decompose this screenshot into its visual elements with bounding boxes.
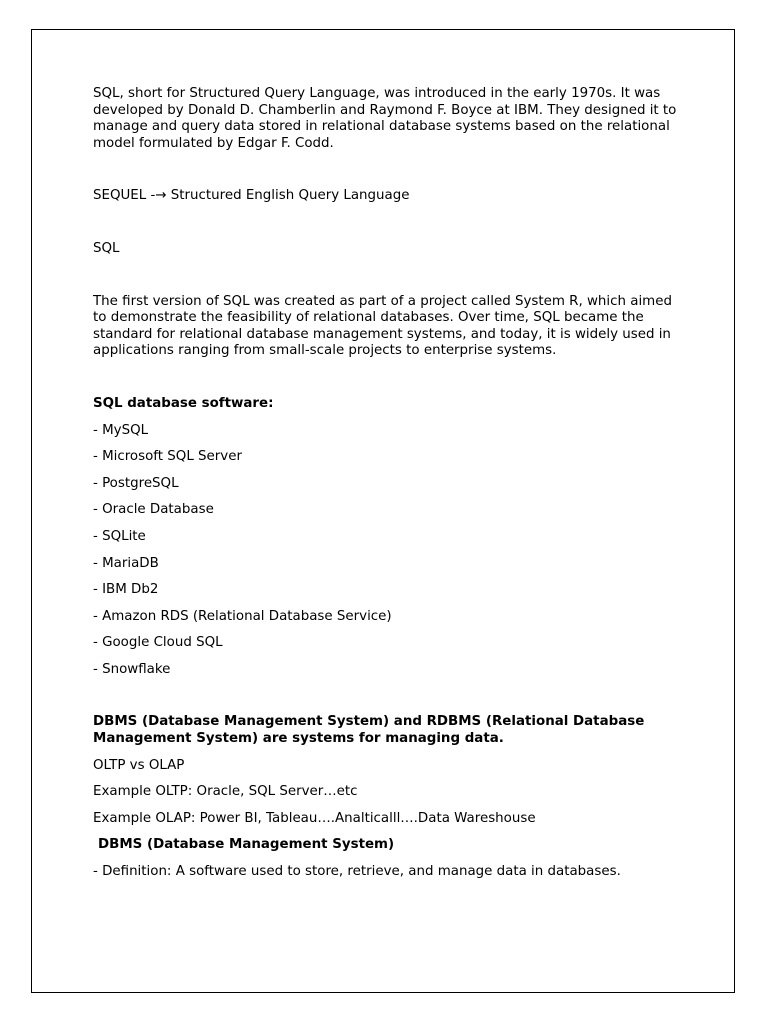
list-item: - Amazon RDS (Relational Database Service) <box>93 608 392 624</box>
dbms-rdbms-heading: DBMS (Database Management System) and RDBMS (Relational Database Management System) are systems for managing data. <box>93 714 645 747</box>
sql-line: SQL <box>93 240 120 256</box>
list-item: - PostgreSQL <box>93 475 179 491</box>
software-heading: SQL database software: <box>93 395 274 411</box>
document-page <box>31 29 735 993</box>
olap-example-line: Example OLAP: Power BI, Tableau….Analticalll….Data Wareshouse <box>93 810 536 826</box>
dbms-heading: DBMS (Database Management System) <box>98 837 395 853</box>
software-list <box>93 423 678 679</box>
list-item: - Snowflake <box>93 661 171 677</box>
list-item: - IBM Db2 <box>93 582 159 598</box>
list-item: - Google Cloud SQL <box>93 635 223 651</box>
intro-paragraph: SQL, short for Structured Query Language, was introduced in the early 1970s. It was developed by Donald D. Chamberlin and Raymond F. Boyce at IBM. They designed it to manage and query data stored in relational database systems based on the relational model formulated by Edgar F. Codd. <box>93 86 677 151</box>
dbms-definition: - Definition: A software used to store, retrieve, and manage data in databases. <box>93 864 621 880</box>
history-paragraph: The first version of SQL was created as part of a project called System R, which aimed to demonstrate the feasibility of relational databases. Over time, SQL became the standard for relational database management systems, and today, it is widely used in applications ranging from small-scale projects to enterprise systems. <box>93 293 672 359</box>
list-item: - SQLite <box>93 528 146 544</box>
oltp-vs-olap-line: OLTP vs OLAP <box>93 757 185 773</box>
list-item: - MariaDB <box>93 555 159 571</box>
document-content <box>93 86 678 891</box>
oltp-example-line: Example OLTP: Oracle, SQL Server…etc <box>93 784 358 800</box>
list-item: - MySQL <box>93 422 149 438</box>
sequel-line: SEQUEL -→ Structured English Query Language <box>93 188 410 204</box>
list-item: - Oracle Database <box>93 502 214 518</box>
list-item: - Microsoft SQL Server <box>93 449 242 465</box>
